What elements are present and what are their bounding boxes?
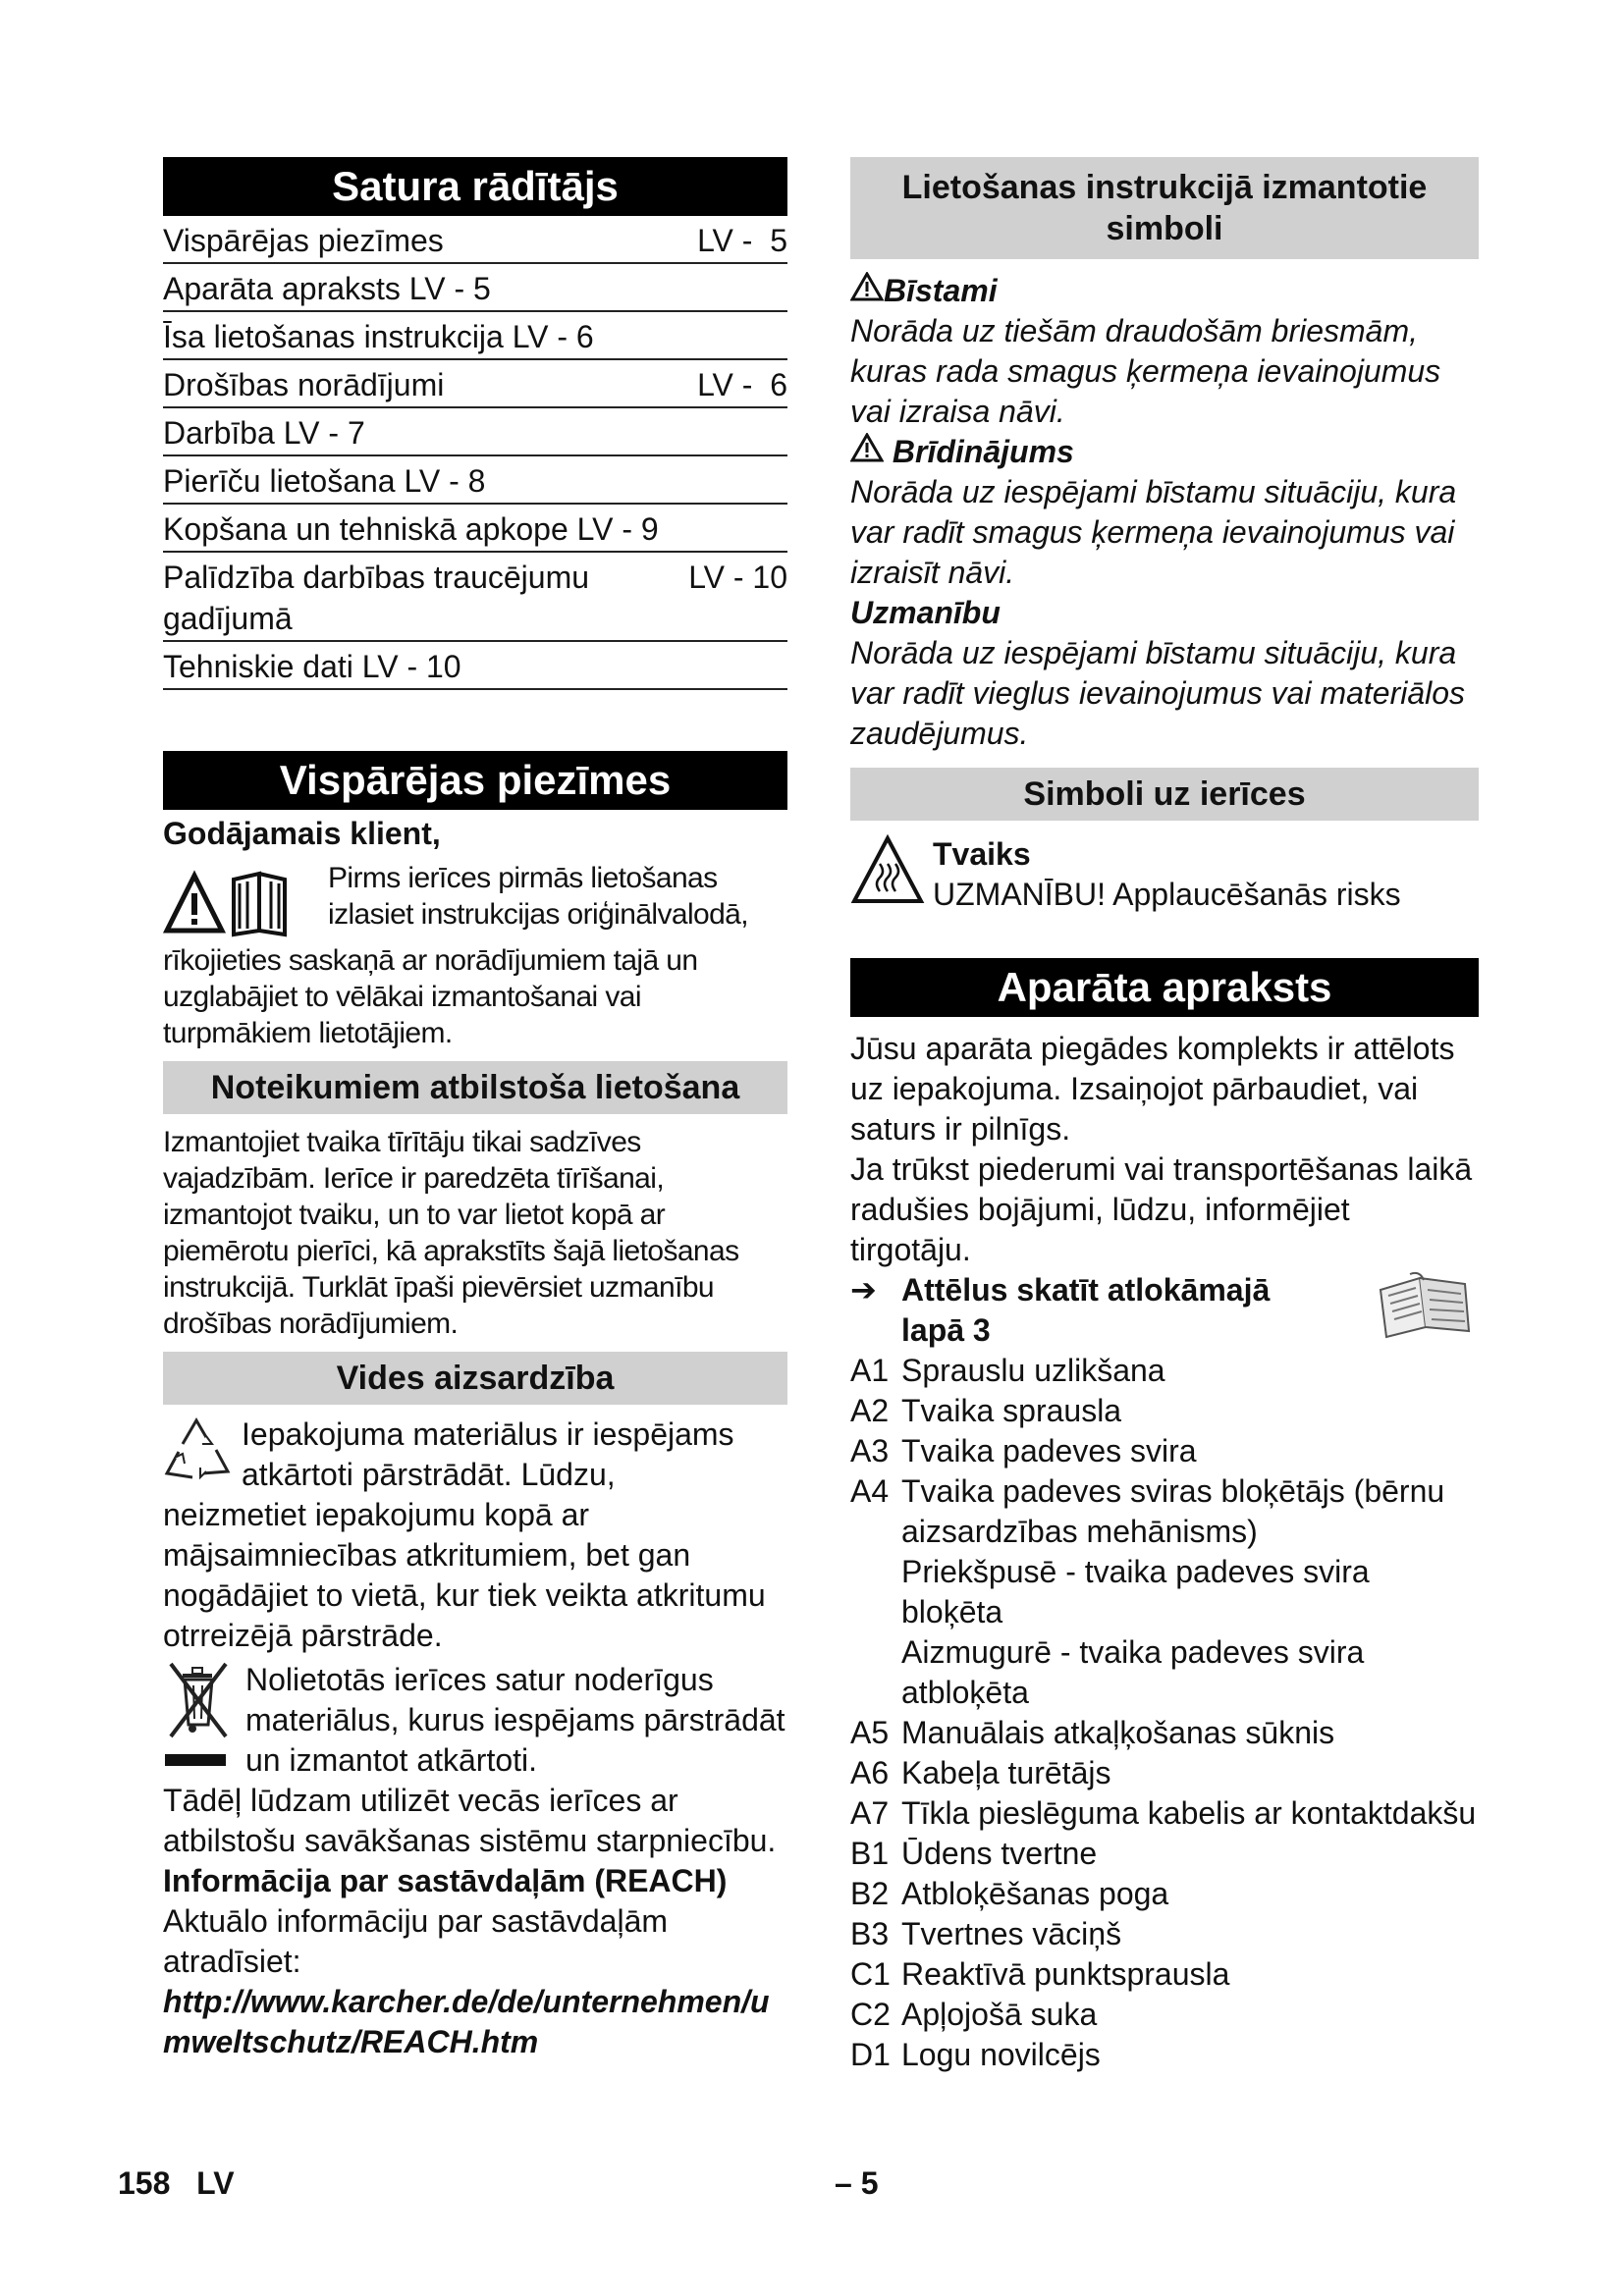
warning-triangle-icon <box>850 432 884 472</box>
reach-text: Aktuālo informāciju par sastāvdaļām atradīsiet: <box>163 1903 669 1979</box>
list-item-text: Reaktīvā punktsprausla <box>901 1956 1230 1992</box>
list-item <box>850 1713 1479 1753</box>
intended-use-text: Izmantojiet tvaika tīrītāju tikai sadzīves vajadzībām. Ierīce ir paredzēta tīrīšanai, izmantojot tvaiku, un to var lietot kopā ar piemērotu pierīci, kā aprakstīts šajā lietošanas instrukcijā. Turklāt īpaši pievērsiet uzmanību drošības norādījumiem. <box>163 1126 739 1340</box>
list-item-code: A5 <box>850 1715 890 1750</box>
figure-reference <box>850 1270 1479 1351</box>
list-item-text: Priekšpusē - tvaika padeves svira bloķēta <box>901 1554 1370 1629</box>
list-item-text: Tvaika padeves svira <box>901 1433 1197 1468</box>
list-item-text: Tvaika sprausla <box>901 1393 1122 1428</box>
toc-row-title: Vispārējas piezīmes <box>163 223 444 258</box>
environment-title: Vides aizsardzība <box>163 1352 787 1405</box>
list-item <box>850 1351 1479 1391</box>
toc-row-title: Pierīču lietošana LV - 8 <box>163 463 486 499</box>
warning-label-row <box>850 432 1479 472</box>
list-item-code <box>850 1632 901 1713</box>
page-number-left: 158 LV <box>118 2165 235 2201</box>
list-item-text: Sprauslu uzlikšana <box>901 1353 1165 1388</box>
list-item <box>850 1834 1479 1874</box>
list-item-code <box>850 1552 901 1632</box>
warning-label: Brīdinājums <box>892 434 1074 469</box>
list-item-text: Kabeļa turētājs <box>901 1755 1111 1790</box>
list-item <box>850 1632 1479 1713</box>
list-item-code: B2 <box>850 1876 890 1911</box>
list-item <box>850 1793 1479 1834</box>
list-item-code: A4 <box>850 1473 890 1509</box>
description-text1: Jūsu aparāta piegādes komplekts ir attēlots uz iepakojuma. Izsaiņojot pārbaudiet, vai saturs ir pilnīgs. <box>850 1031 1455 1147</box>
list-item-text: Tvaika padeves sviras bloķētājs (bērnu aizsardzības mehānisms) <box>901 1473 1445 1549</box>
description-title: Aparāta apraksts <box>850 958 1479 1017</box>
list-item-text: Tvertnes vāciņš <box>901 1916 1122 1951</box>
toc-row-title: Drošības norādījumi <box>163 367 445 402</box>
list-item-code: C1 <box>850 1956 891 1992</box>
list-item-code: A6 <box>850 1755 890 1790</box>
foldout-page-icon <box>1371 1270 1479 1344</box>
toc-row-page: LV - 10 <box>688 560 787 595</box>
steam-text: UZMANĪBU! Applaucēšanās risks <box>933 877 1401 912</box>
toc-row-title: Aparāta apraksts LV - 5 <box>163 271 491 306</box>
list-item <box>850 1552 1479 1632</box>
toc-list <box>163 216 787 690</box>
disposal-first: Nolietotās ierīces satur noderīgus materiālus, kurus iespējams pārstrādāt un izmantot atkārtoti. <box>245 1662 785 1778</box>
list-item-text: Ūdens tvertne <box>901 1836 1098 1871</box>
read-manual-icon <box>163 860 320 942</box>
steam-label: Tvaiks <box>933 836 1031 872</box>
toc-title: Satura rādītājs <box>163 157 787 216</box>
list-item <box>850 1954 1479 1995</box>
intro-rest: rīkojieties saskaņā ar norādījumiem tajā un uzglabājiet to vēlākai izmantošanai vai turpmākiem lietotājiem. <box>163 944 698 1049</box>
warning-triangle-icon <box>850 271 884 311</box>
manual-notice <box>163 860 787 942</box>
caution-label: Uzmanību <box>850 595 1001 630</box>
danger-text: Norāda uz tiešām draudošām briesmām, kuras rada smagus ķermeņa ievainojumus vai izraisa nāvi. <box>850 313 1441 429</box>
toc-row-title: Kopšana un tehniskā apkope LV - 9 <box>163 511 659 547</box>
list-item <box>850 1874 1479 1914</box>
figure-reference-text: Attēlus skatīt atlokāmajā lapā 3 <box>901 1272 1271 1348</box>
list-item-text: Manuālais atkaļķošanas sūknis <box>901 1715 1335 1750</box>
list-item <box>850 1391 1479 1431</box>
right-column <box>850 157 1479 2075</box>
description-text2: Ja trūkst piederumi vai transportēšanas laikā radušies bojājumi, lūdzu, informējiet tirgotāju. <box>850 1151 1473 1267</box>
list-item-code: B1 <box>850 1836 890 1871</box>
steam-notice <box>850 834 1479 915</box>
toc-row[interactable] <box>163 505 787 553</box>
toc-row[interactable] <box>163 360 787 408</box>
toc-row-title: Īsa lietošanas instrukcija LV - 6 <box>163 319 594 354</box>
toc-row-title: Palīdzība darbības traucējumu gadījumā <box>163 560 590 636</box>
list-item-code: D1 <box>850 2037 891 2072</box>
arrow-right-icon: ➔ <box>850 1272 877 1308</box>
toc-row[interactable] <box>163 553 787 642</box>
left-column <box>163 157 787 2062</box>
toc-row[interactable] <box>163 456 787 505</box>
list-item-code: A7 <box>850 1795 890 1831</box>
toc-row[interactable] <box>163 264 787 312</box>
list-item <box>850 2035 1479 2075</box>
list-item-text: Apļojošā suka <box>901 1997 1098 2032</box>
disposal-notice <box>163 1660 787 1781</box>
symbols-title: Lietošanas instrukcijā izmantotie simboli <box>850 157 1479 259</box>
toc-row-title: Darbība LV - 7 <box>163 415 365 451</box>
danger-label: Bīstami <box>884 273 998 308</box>
component-list <box>850 1351 1479 2075</box>
danger-label-row <box>850 271 1479 311</box>
toc-row[interactable] <box>163 408 787 456</box>
list-item-code: A3 <box>850 1433 890 1468</box>
recycling-icon <box>163 1415 242 1493</box>
list-item-text: Logu novilcējs <box>901 2037 1101 2072</box>
crossed-bin-icon <box>163 1660 245 1778</box>
reach-title: Informācija par sastāvdaļām (REACH) <box>163 1863 728 1898</box>
toc-row[interactable] <box>163 312 787 360</box>
list-item-code: B3 <box>850 1916 890 1951</box>
toc-row-title: Tehniskie dati LV - 10 <box>163 649 461 684</box>
page-number-center: – 5 <box>835 2165 879 2201</box>
packaging-first: Iepakojuma materiālus ir iespējams atkārtoti pārstrādāt. Lūdzu, <box>242 1416 734 1492</box>
list-item-text: Aizmugurē - tvaika padeves svira atbloķēta <box>901 1634 1365 1710</box>
list-item-text: Atbloķēšanas poga <box>901 1876 1169 1911</box>
reach-link[interactable]: http://www.karcher.de/de/unternehmen/umweltschutz/REACH.htm <box>163 1984 770 2059</box>
device-symbols-title: Simboli uz ierīces <box>850 768 1479 821</box>
greeting: Godājamais klient, <box>163 816 441 851</box>
list-item <box>850 1914 1479 1954</box>
list-item-code: A1 <box>850 1353 890 1388</box>
general-title: Vispārējas piezīmes <box>163 751 787 810</box>
disposal-rest: Tādēļ lūdzam utilizēt vecās ierīces ar atbilstošu savākšanas sistēmu starpniecību. <box>163 1783 777 1858</box>
caution-text: Norāda uz iespējami bīstamu situāciju, kura var radīt vieglus ievainojumus vai materiālos zaudējumus. <box>850 635 1466 751</box>
toc-row-page: LV - 6 <box>697 367 787 402</box>
intended-use-title: Noteikumiem atbilstoša lietošana <box>163 1061 787 1114</box>
list-item-code: C2 <box>850 1997 891 2032</box>
list-item <box>850 1431 1479 1471</box>
toc-row[interactable] <box>163 642 787 690</box>
list-item <box>850 1995 1479 2035</box>
list-item <box>850 1753 1479 1793</box>
warning-text: Norāda uz iespējami bīstamu situāciju, kura var radīt smagus ķermeņa ievainojumus vai izraisīt nāvi. <box>850 474 1457 590</box>
toc-row[interactable] <box>163 216 787 264</box>
recycling-notice <box>163 1415 787 1495</box>
toc-row-page: LV - 5 <box>697 223 787 258</box>
packaging-rest: neizmetiet iepakojumu kopā ar mājsaimniecības atkritumiem, bet gan nogādājiet to vietā, kur tiek veikta atkritumu otrreizējā pārstrāde. <box>163 1497 766 1653</box>
list-item-code: A2 <box>850 1393 890 1428</box>
list-item <box>850 1471 1479 1552</box>
hot-steam-warning-icon <box>850 834 933 909</box>
list-item-text: Tīkla pieslēguma kabelis ar kontaktdakšu <box>901 1795 1477 1831</box>
intro-first: Pirms ierīces pirmās lietošanas izlasiet instrukcijas oriģinālvalodā, <box>328 862 749 931</box>
